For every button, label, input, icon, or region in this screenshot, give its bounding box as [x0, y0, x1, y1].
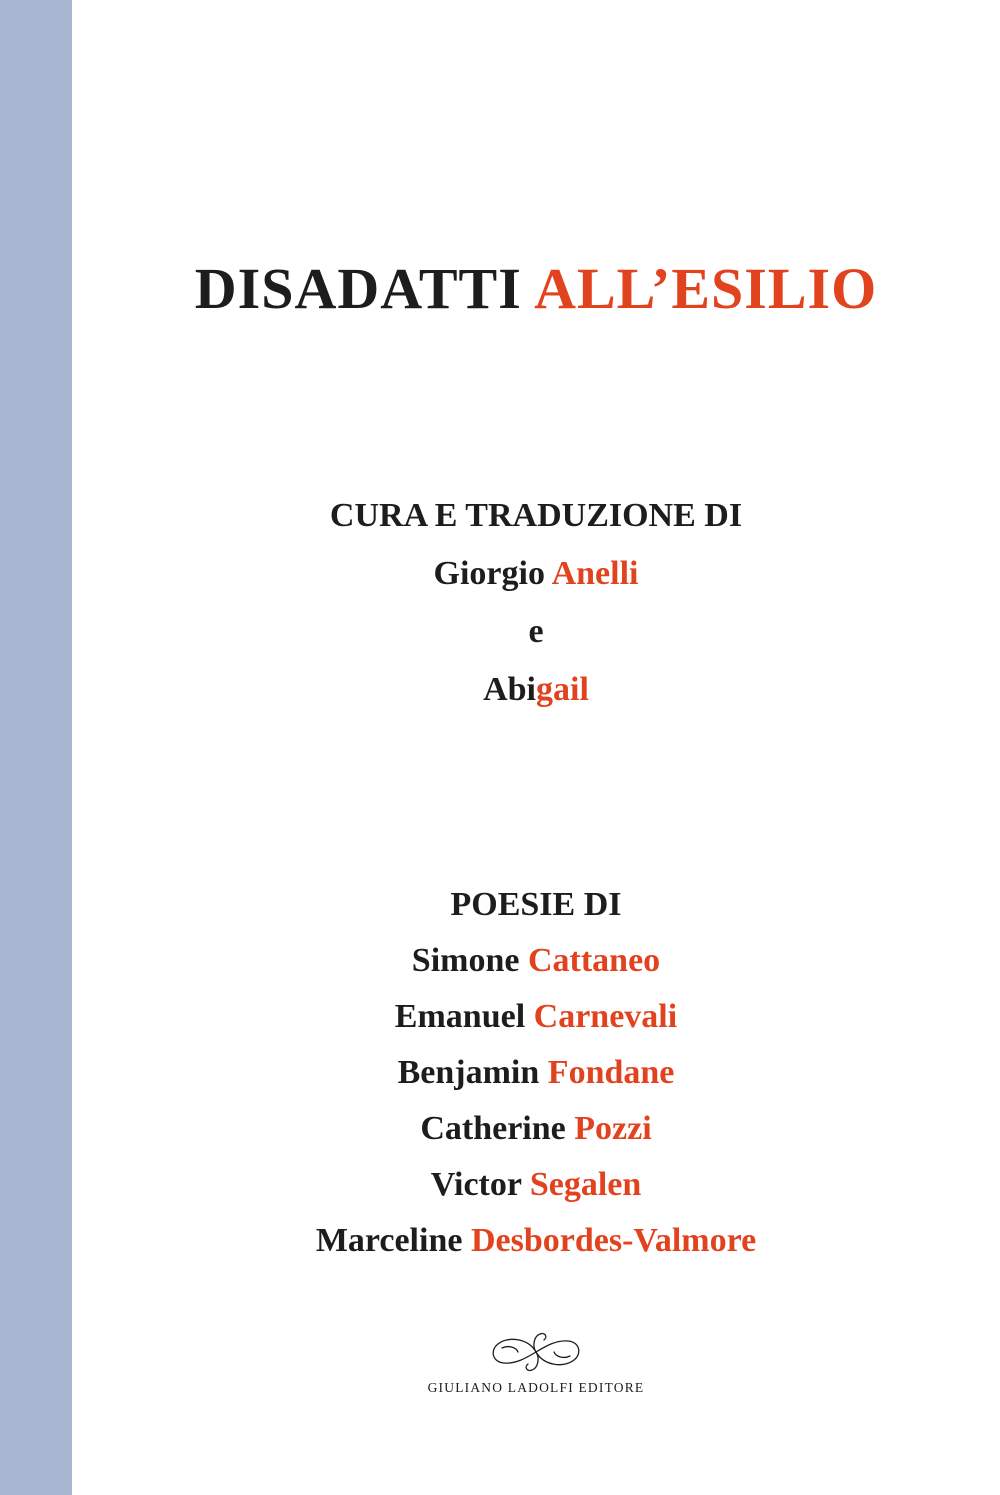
curators-block — [72, 487, 1000, 719]
poet-name — [72, 1213, 1000, 1269]
poet-last-name: Pozzi — [574, 1110, 652, 1147]
poet-name — [72, 1045, 1000, 1101]
curator-first-name: Abi — [483, 671, 536, 708]
poet-last-name: Fondane — [547, 1054, 675, 1091]
poet-first-name: Marceline — [315, 1222, 463, 1259]
curator-first-name: Giorgio — [433, 555, 545, 592]
curator-last-name: gail — [536, 671, 589, 708]
poet-first-name: Catherine — [420, 1110, 566, 1147]
title-part-black: DISADATTI — [194, 256, 522, 321]
poets-block — [72, 877, 1000, 1269]
curator-name — [72, 545, 1000, 603]
poet-last-name: Carnevali — [533, 998, 678, 1035]
curators-connector: e — [528, 613, 544, 650]
poet-last-name: Desbordes-Valmore — [470, 1222, 757, 1259]
curator-name — [72, 661, 1000, 719]
poet-last-name: Segalen — [529, 1166, 642, 1203]
curator-last-name: Anelli — [551, 555, 639, 592]
poet-first-name: Emanuel — [394, 998, 526, 1035]
poet-name — [72, 989, 1000, 1045]
title-part-accent: ALL’ESILIO — [534, 256, 878, 321]
poet-first-name: Victor — [430, 1166, 522, 1203]
poet-first-name: Benjamin — [397, 1054, 540, 1091]
poet-name — [72, 1101, 1000, 1157]
publisher-logo — [72, 1328, 1000, 1396]
publisher-name: GIULIANO LADOLFI EDITORE — [427, 1380, 645, 1395]
poet-first-name: Simone — [411, 942, 520, 979]
cover-content — [72, 0, 1000, 1495]
poets-heading: POESIE DI — [450, 886, 622, 923]
poet-last-name: Cattaneo — [527, 942, 661, 979]
book-title — [72, 254, 1000, 324]
poet-name — [72, 1157, 1000, 1213]
infinity-knot-icon — [488, 1328, 584, 1374]
poet-name — [72, 933, 1000, 989]
cover-spine-band — [0, 0, 72, 1495]
curators-heading: CURA E TRADUZIONE DI — [329, 497, 743, 534]
